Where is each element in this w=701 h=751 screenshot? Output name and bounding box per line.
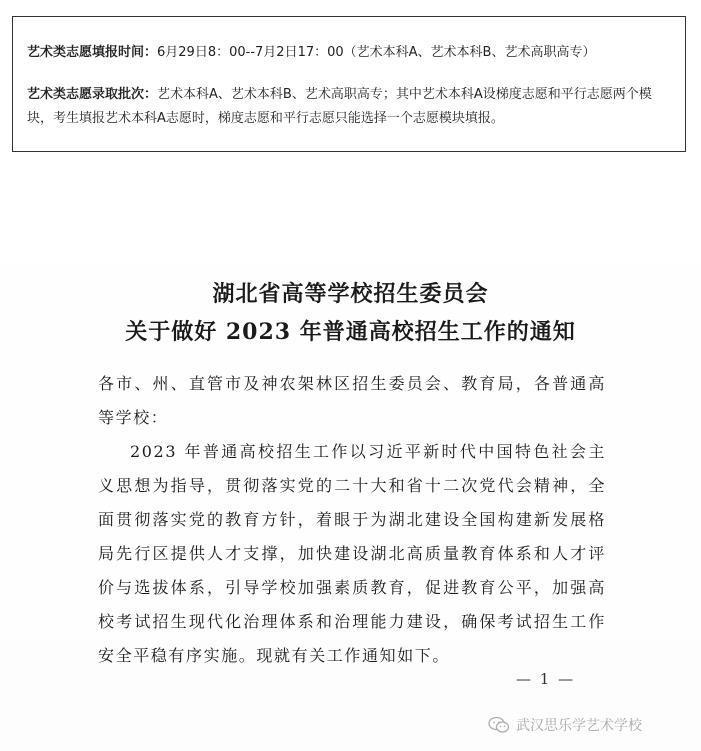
document-title-line1: 湖北省高等学校招生委员会 xyxy=(212,281,489,307)
wechat-icon xyxy=(488,716,510,734)
registration-time-line xyxy=(27,43,677,63)
document-body xyxy=(98,367,606,673)
admission-batch-line xyxy=(27,83,675,131)
admission-batch-text: 艺术本科A、艺术本科B、艺术高职高专；其中艺术本科A设梯度志愿和平行志愿两个模块，考生填报艺术本科A志愿时，梯度志愿和平行志愿只能选择一个志愿模块填报。 xyxy=(27,87,652,126)
watermark-text: 武汉思乐学艺术学校 xyxy=(516,718,642,734)
page-number: — 1 — xyxy=(516,670,576,688)
watermark xyxy=(488,715,642,735)
registration-time-text: 6月29日8：00--7月2日17：00（艺术本科A、艺术本科B、艺术高职高专） xyxy=(157,45,596,60)
info-box xyxy=(12,16,686,152)
registration-time-label: 艺术类志愿填报时间： xyxy=(27,45,158,60)
admission-batch-label: 艺术类志愿录取批次： xyxy=(27,87,158,102)
salutation: 各市、州、直管市及神农架林区招生委员会、教育局，各普通高等学校： xyxy=(98,374,606,427)
paragraph-1: 2023 年普通高校招生工作以习近平新时代中国特色社会主义思想为指导，贯彻落实党的二十大和省十二次党代会精神，全面贯彻落实党的教育方针，着眼于为湖北建设全国构建新发展格局先行区提供人才支撑，加快建设湖北高质量教育体系和人才评价与选拔体系，引导学校加强素质教育，促进教育公平，加强高校考试招生现代化治理体系和治理能力建设，确保考试招生工作安全平稳有序实施。现就有关工作通知如下。 xyxy=(98,442,606,665)
scanned-document xyxy=(0,153,701,751)
document-title-line2: 关于做好 2023 年普通高校招生工作的通知 xyxy=(125,319,576,345)
